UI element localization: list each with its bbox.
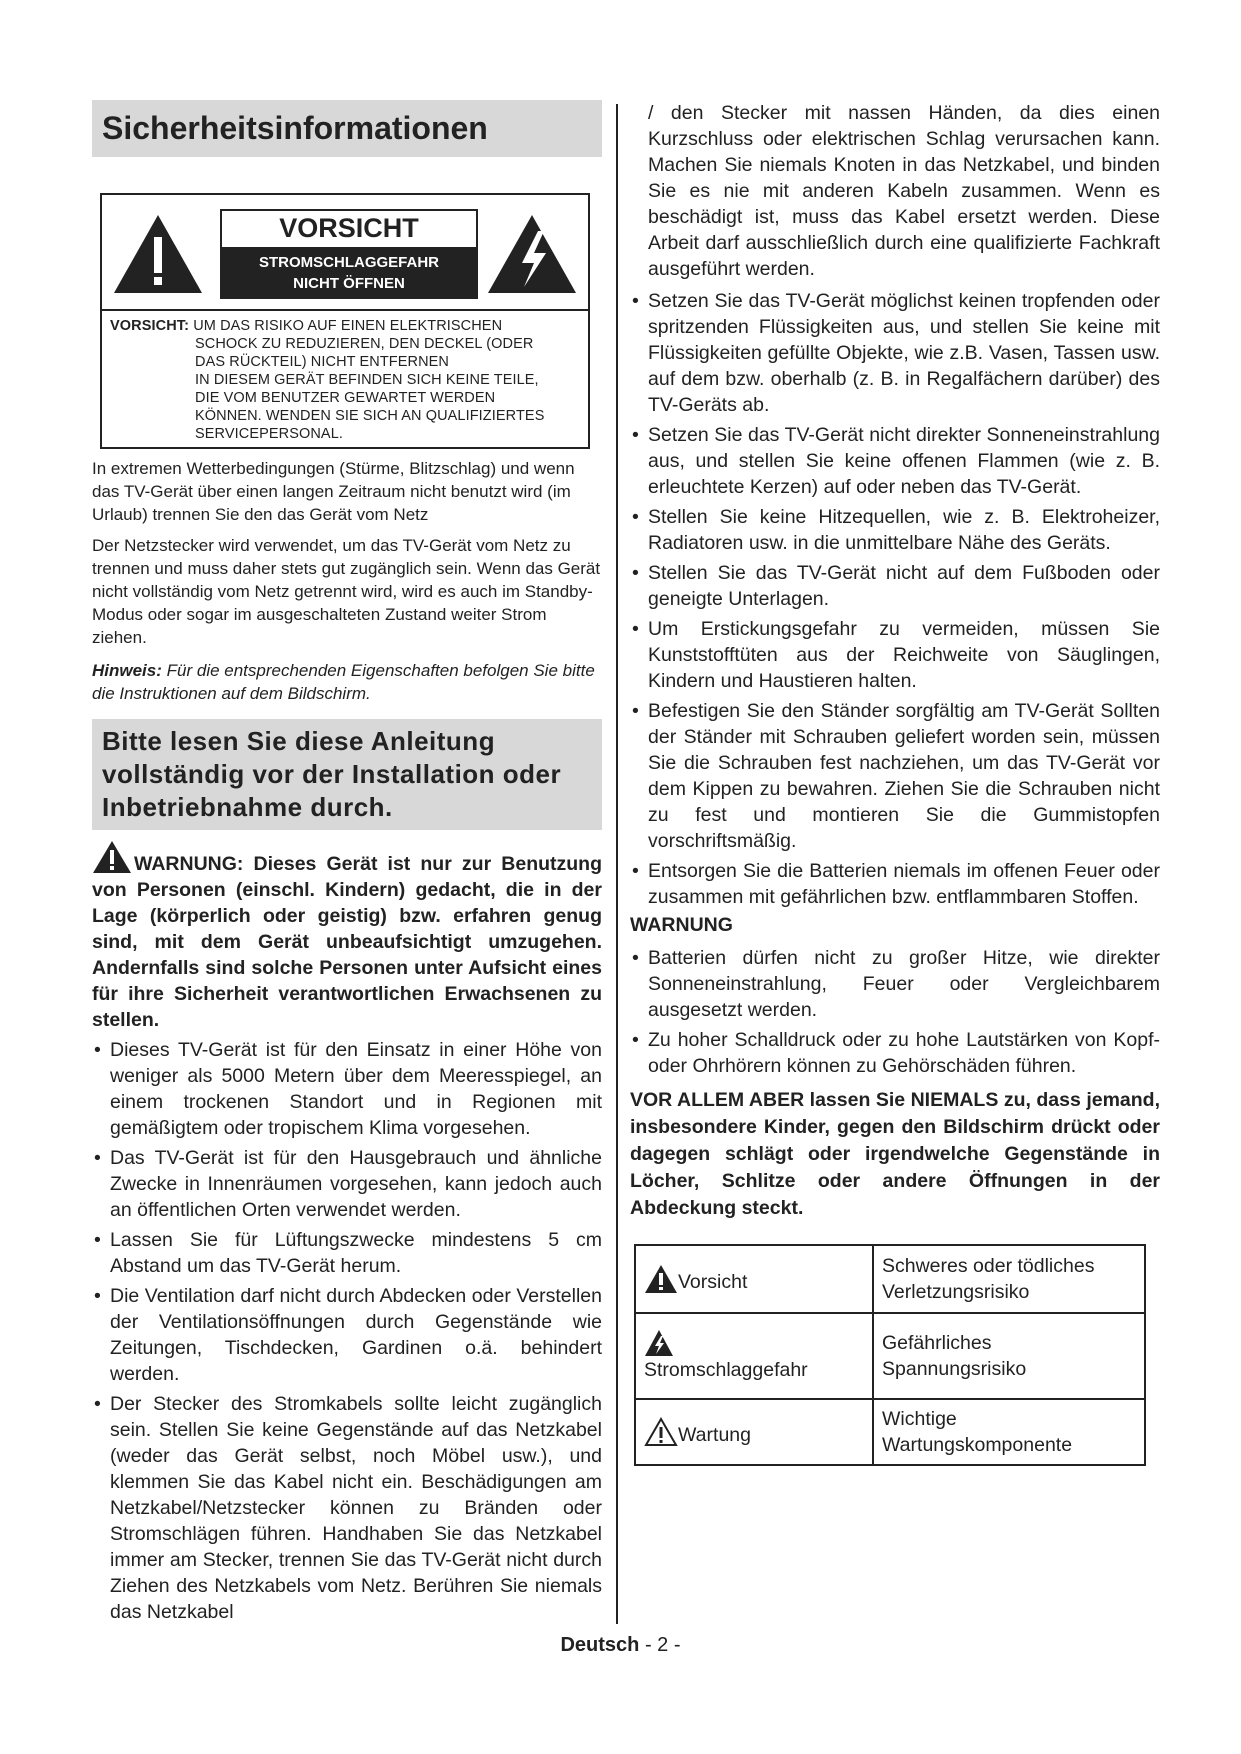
caution-line-1: UM DAS RISIKO AUF EINEN ELEKTRISCHEN bbox=[193, 318, 503, 334]
caution-text bbox=[102, 311, 588, 447]
caution-label: VORSICHT: bbox=[110, 318, 190, 334]
caution-line-4: IN DIESEM GERÄT BEFINDEN SICH KEINE TEILE, bbox=[195, 372, 539, 388]
right-bullet-list bbox=[630, 288, 1160, 910]
footer-page-number: - 2 - bbox=[644, 1634, 681, 1656]
list-item: • Setzen Sie das TV-Gerät nicht direkter Sonneneinstrahlung aus, und stellen Sie keine offenen Flammen (wie z. B. erleuchtete Kerzen) auf oder neben das TV-Gerät. bbox=[630, 422, 1160, 500]
caution-box bbox=[100, 193, 590, 449]
plug-paragraph: Der Netzstecker wird verwendet, um das TV-Gerät vom Netz zu trennen und muss daher stets gut zugänglich sein. Wenn das Gerät nicht vollständig vom Netz getrennt wird, wird es auch im Standby-Modus oder sogar im ausgeschalteten Zustand weiter Strom ziehen. bbox=[92, 536, 601, 647]
legend-desc-cell: Gefährliches Spannungsrisiko bbox=[873, 1313, 1145, 1399]
caution-triangle-icon bbox=[644, 1264, 678, 1294]
caution-line-2: SCHOCK ZU REDUZIEREN, DEN DECKEL (ODER bbox=[195, 336, 534, 352]
legend-label: Wartung bbox=[678, 1423, 751, 1446]
left-column bbox=[92, 100, 602, 1629]
list-item: • Der Stecker des Stromkabels sollte leicht zugänglich sein. Stellen Sie keine Gegenstände auf das Netzkabel (weder das Gerät selbst, noch Möbel usw.), und klemmen Sie das Kabel nicht ein. Beschädigungen am Netzkabel/Netzstecker können zu Bränden oder Stromschlägen führen. Handhaben Sie das Netzkabel immer am Stecker, trennen Sie das TV-Gerät nicht durch Ziehen des Netzkabels vom Netz. Berühren Sie niemals das Netzkabel bbox=[92, 1391, 602, 1625]
page-title: Sicherheitsinformationen bbox=[102, 110, 488, 146]
weather-paragraph: In extremen Wetterbedingungen (Stürme, Blitzschlag) und wenn das TV-Gerät über einen langen Zeitraum nicht benutzt wird (im Urlaub) trennen Sie den das Gerät vom Netz bbox=[92, 459, 575, 524]
warning-text: WARNUNG: Dieses Gerät ist nur zur Benutzung von Personen (einschl. Kindern) gedacht, die in der Lage (körperlich oder geistig) bzw. erfahren genug sind, mit dem Gerät unbeaufsichtigt umzugehen. Andernfalls sind solche Personen unter Aufsicht eines für ihre Sicherheit verantwortlichen Erwachsenen zu stellen. bbox=[92, 853, 602, 1031]
footer-language: Deutsch bbox=[560, 1634, 640, 1656]
table-row bbox=[635, 1245, 1145, 1313]
warning-triangle-icon bbox=[92, 840, 132, 874]
caution-line-6: KÖNNEN. WENDEN SIE SICH AN QUALIFIZIERTES bbox=[195, 408, 545, 424]
legend-symbol-cell bbox=[635, 1313, 873, 1399]
left-bullet-list bbox=[92, 1037, 602, 1625]
list-item: • Stellen Sie keine Hitzequellen, wie z. B. Elektroheizer, Radiatoren usw. in die unmittelbare Nähe des Geräts. bbox=[630, 504, 1160, 556]
column-divider bbox=[616, 104, 618, 1624]
warning-paragraph bbox=[92, 840, 602, 1033]
final-warning-paragraph: VOR ALLEM ABER lassen Sie NIEMALS zu, dass jemand, insbesondere Kinder, gegen den Bildschirm drückt oder dagegen schlägt oder irgendwelche Gegenstände in Löcher, Schlitze oder andere Öffnungen in der Abdeckung steckt. bbox=[630, 1089, 1160, 1219]
exclamation-triangle-icon bbox=[112, 213, 204, 295]
outline-caution-icon bbox=[644, 1417, 678, 1447]
continuation-paragraph: / den Stecker mit nassen Händen, da dies einen Kurzschluss oder elektrischen Schlag verursachen kann. Machen Sie niemals Knoten in das Netzkabel, und binden Sie es nie mit anderen Kabeln zusammen. Wenn es beschädigt ist, muss das Kabel ersetzt werden. Diese Arbeit darf ausschließlich durch eine qualifizierte Fachkraft ausgeführt werden. bbox=[648, 102, 1160, 280]
hint-paragraph bbox=[92, 659, 602, 705]
caution-line-7: SERVICEPERSONAL. bbox=[195, 426, 343, 442]
table-row bbox=[635, 1399, 1145, 1465]
legend-symbol-cell bbox=[635, 1399, 873, 1465]
caution-line-5: DIE VOM BENUTZER GEWARTET WERDEN bbox=[195, 390, 496, 406]
lightning-triangle-icon bbox=[486, 213, 578, 295]
list-item: • Befestigen Sie den Ständer sorgfältig am TV-Gerät Sollten der Ständer mit Schrauben geliefert worden sein, müssen Sie die Schrauben fest nachziehen, um das TV-Gerät vor dem Kippen zu bewahren. Ziehen Sie die Schrauben nicht zu fest und montieren Sie die Gummistopfen vorschriftsmäßig. bbox=[630, 698, 1160, 854]
legend-label: Vorsicht bbox=[678, 1270, 748, 1293]
list-item: • Entsorgen Sie die Batterien niemals im offenen Feuer oder zusammen mit gefährlichen bzw. entflammbaren Stoffen. bbox=[630, 858, 1160, 910]
page-footer bbox=[0, 1634, 1241, 1657]
list-item: • Das TV-Gerät ist für den Hausgebrauch und ähnliche Zwecke in Innenräumen vorgesehen, kann jedoch auch an öffentlichen Orten verwendet werden. bbox=[92, 1145, 602, 1223]
list-item: • Zu hoher Schalldruck oder zu hohe Lautstärken von Kopf- oder Ohrhörern können zu Gehörschäden führen. bbox=[630, 1027, 1160, 1079]
warnung-bullet-list bbox=[630, 945, 1160, 1079]
warnung-heading: WARNUNG bbox=[630, 914, 733, 936]
lightning-triangle-icon bbox=[644, 1329, 674, 1357]
caution-box-header bbox=[102, 195, 588, 311]
list-item: • Dieses TV-Gerät ist für den Einsatz in einer Höhe von weniger als 5000 Metern über dem Meeresspiegel, an einem trockenen Standort und in Regionen mit gemäßigtem oder tropischem Klima vorgesehen. bbox=[92, 1037, 602, 1141]
danger-banner bbox=[220, 247, 478, 299]
list-item: • Batterien dürfen nicht zu großer Hitze, wie direkter Sonneneinstrahlung, Feuer oder Vergleichbarem ausgesetzt werden. bbox=[630, 945, 1160, 1023]
right-column bbox=[630, 100, 1160, 1466]
table-row bbox=[635, 1313, 1145, 1399]
symbol-legend-table bbox=[634, 1244, 1146, 1466]
read-instructions-heading: Bitte lesen Sie diese Anleitung vollständig vor der Installation oder Inbetriebnahme durch. bbox=[92, 719, 602, 830]
caution-heading: VORSICHT bbox=[220, 209, 478, 249]
list-item: • Stellen Sie das TV-Gerät nicht auf dem Fußboden oder geneigte Unterlagen. bbox=[630, 560, 1160, 612]
hint-text: Für die entsprechenden Eigenschaften befolgen Sie bitte die Instruktionen auf dem Bildschirm. bbox=[92, 661, 595, 703]
caution-line-3: DAS RÜCKTEIL) NICHT ENTFERNEN bbox=[195, 354, 449, 370]
legend-desc-cell: Schweres oder tödliches Verletzungsrisiko bbox=[873, 1245, 1145, 1313]
legend-desc-cell: Wichtige Wartungskomponente bbox=[873, 1399, 1145, 1465]
list-item: • Um Erstickungsgefahr zu vermeiden, müssen Sie Kunststofftüten aus der Reichweite von Säuglingen, Kindern und Haustieren halten. bbox=[630, 616, 1160, 694]
list-item: • Lassen Sie für Lüftungszwecke mindestens 5 cm Abstand um das TV-Gerät herum. bbox=[92, 1227, 602, 1279]
danger-line-1: STROMSCHLAGGEFAHR bbox=[259, 254, 439, 271]
title-banner bbox=[92, 100, 602, 157]
list-item: • Setzen Sie das TV-Gerät möglichst keinen tropfenden oder spritzenden Flüssigkeiten aus, und stellen Sie keine mit Flüssigkeiten gefüllte Objekte, wie z.B. Vasen, Tassen usw. auf dem bzw. oberhalb (z. B. in Regalfächern darüber) des TV-Geräts ab. bbox=[630, 288, 1160, 418]
danger-line-2: NICHT ÖFFNEN bbox=[293, 275, 405, 292]
hint-label: Hinweis: bbox=[92, 661, 162, 680]
legend-label: Stromschlaggefahr bbox=[644, 1359, 808, 1381]
legend-symbol-cell bbox=[635, 1245, 873, 1313]
list-item: • Die Ventilation darf nicht durch Abdecken oder Verstellen der Ventilationsöffnungen durch Gegenstände wie Zeitungen, Tischdecken, Gardinen o.ä. behindert werden. bbox=[92, 1283, 602, 1387]
